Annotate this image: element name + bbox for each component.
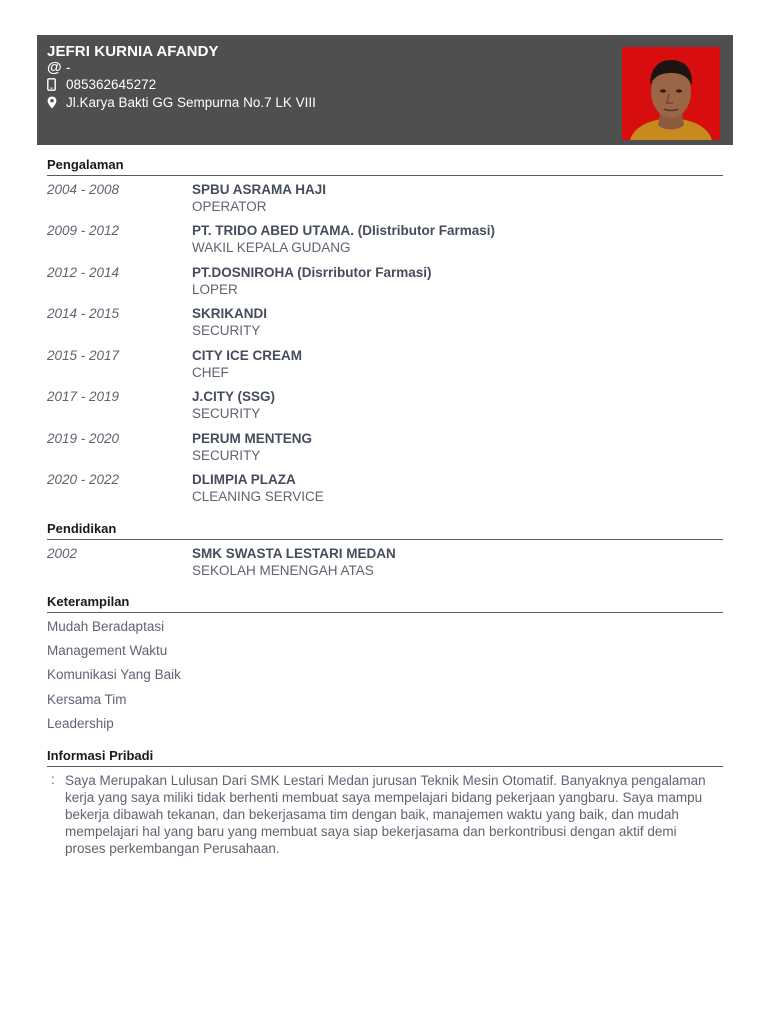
experience-entry [47,182,723,218]
experience-entry [47,348,723,384]
phone-value: 085362645272 [66,77,157,92]
experience-role: LOPER [192,282,238,297]
skill-item: Management Waktu [47,643,168,658]
skill-item: Kersama Tim [47,692,127,707]
experience-entry [47,306,723,342]
experience-role: WAKIL KEPALA GUDANG [192,240,351,255]
skills-section-title: Keterampilan [47,594,723,613]
at-icon: @ [47,59,62,76]
experience-period: 2015 - 2017 [47,348,120,363]
education-year: 2002 [47,546,78,561]
personal-info-colon: : [51,772,55,787]
experience-role: SECURITY [192,406,261,421]
address-row [47,95,316,110]
skill-item: Leadership [47,716,114,731]
email-value: - [66,60,71,75]
experience-period: 2017 - 2019 [47,389,120,404]
personal-info-section-title: Informasi Pribadi [47,748,723,767]
education-school: SMK SWASTA LESTARI MEDAN [192,546,396,561]
education-section-title: Pendidikan [47,521,723,540]
experience-period: 2012 - 2014 [47,265,120,280]
resume-header [37,35,733,145]
map-pin-icon [47,96,65,109]
skill-item: Komunikasi Yang Baik [47,667,181,682]
experience-company: SPBU ASRAMA HAJI [192,182,327,197]
experience-company: PT.DOSNIROHA (Disrributor Farmasi) [192,265,432,280]
experience-company: PT. TRIDO ABED UTAMA. (DIistributor Farmasi) [192,223,496,238]
experience-company: DLIMPIA PLAZA [192,472,296,487]
address-value: Jl.Karya Bakti GG Sempurna No.7 LK VIII [66,95,316,110]
experience-period: 2004 - 2008 [47,182,120,197]
experience-period: 2014 - 2015 [47,306,120,321]
phone-row [47,77,156,92]
profile-photo [622,47,720,140]
experience-period: 2020 - 2022 [47,472,120,487]
experience-period: 2019 - 2020 [47,431,120,446]
experience-period: 2009 - 2012 [47,223,120,238]
experience-entry [47,472,723,508]
candidate-name: JEFRI KURNIA AFANDY [47,43,219,60]
mobile-phone-icon [47,78,65,91]
experience-entry [47,431,723,467]
personal-info-text: Saya Merupakan Lulusan Dari SMK Lestari Medan jurusan Teknik Mesin Otomatif. Banyaknya pengalaman kerja yang saya miliki tidak berhenti membuat saya mempelajari bidang pekerjaan yangbaru. Saya mampu bekerja dibawah tekanan, dan bekerjasama tim dengan baik, manajemen waktu yang baik, dan mudah mempelajari hal yang baru yang membuat saya siap bekerjasama dan berkontribusi dengan aktif demi proses perkembangan Perusahaan. [65,773,706,856]
experience-role: CHEF [192,365,229,380]
experience-role: SECURITY [192,448,261,463]
experience-company: PERUM MENTENG [192,431,313,446]
experience-company: J.CITY (SSG) [192,389,276,404]
email-row [47,59,71,76]
experience-entry [47,389,723,425]
experience-role: CLEANING SERVICE [192,489,324,504]
experience-section-title: Pengalaman [47,157,723,176]
experience-company: CITY ICE CREAM [192,348,303,363]
experience-entry [47,223,723,259]
education-entry [47,546,723,582]
experience-company: SKRIKANDI [192,306,268,321]
skill-item: Mudah Beradaptasi [47,619,165,634]
experience-role: OPERATOR [192,199,267,214]
experience-role: SECURITY [192,323,261,338]
experience-entry [47,265,723,301]
education-level: SEKOLAH MENENGAH ATAS [192,563,374,578]
